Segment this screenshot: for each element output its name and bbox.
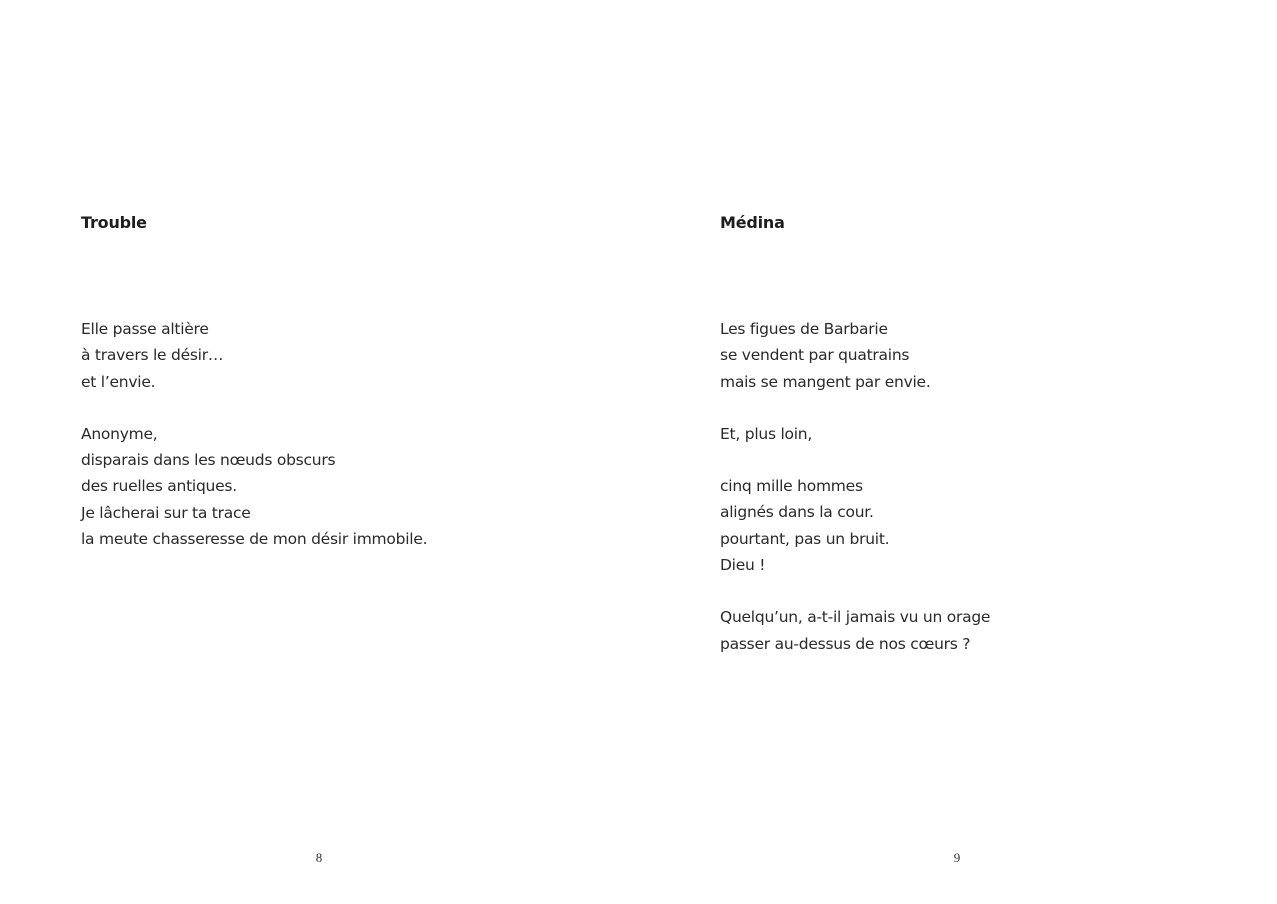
verse-line: cinq mille hommes <box>720 477 863 496</box>
left-page <box>0 0 638 904</box>
stanza <box>720 473 990 578</box>
stanza <box>720 604 990 657</box>
verse-line: Anonyme, <box>81 424 158 443</box>
verse-line: des ruelles antiques. <box>81 477 237 496</box>
stanza <box>720 421 990 447</box>
stanza <box>81 421 427 552</box>
stanza <box>720 316 990 395</box>
page-number: 9 <box>953 850 961 865</box>
verse-line: Les figues de Barbarie <box>720 320 888 338</box>
verse-line: mais se mangent par envie. <box>720 372 931 391</box>
verse-line: se vendent par quatrains <box>720 346 910 365</box>
verse-line: Dieu ! <box>720 556 766 575</box>
poem-title: Trouble <box>81 213 147 232</box>
stanza <box>81 316 427 395</box>
verse-line: alignés dans la cour. <box>720 503 874 522</box>
verse-line: Je lâcherai sur ta trace <box>81 503 251 522</box>
verse-line: Quelqu’un, a-t-il jamais vu un orage <box>720 608 991 627</box>
verse-line: à travers le désir… <box>81 346 224 365</box>
verse-line: disparais dans les nœuds obscurs <box>81 451 336 470</box>
verse-line: la meute chasseresse de mon désir immobile. <box>81 530 428 549</box>
verse-line: Elle passe altière <box>81 320 209 338</box>
verse-line: Et, plus loin, <box>720 424 813 443</box>
right-page <box>639 0 1277 904</box>
verse-line: pourtant, pas un bruit. <box>720 529 890 548</box>
verse-line: et l’envie. <box>81 372 156 391</box>
poem-body <box>81 316 427 578</box>
verse-line: passer au-dessus de nos cœurs ? <box>720 634 971 653</box>
poem-body <box>720 316 990 683</box>
page-number: 8 <box>315 850 323 865</box>
poem-title: Médina <box>720 213 785 232</box>
